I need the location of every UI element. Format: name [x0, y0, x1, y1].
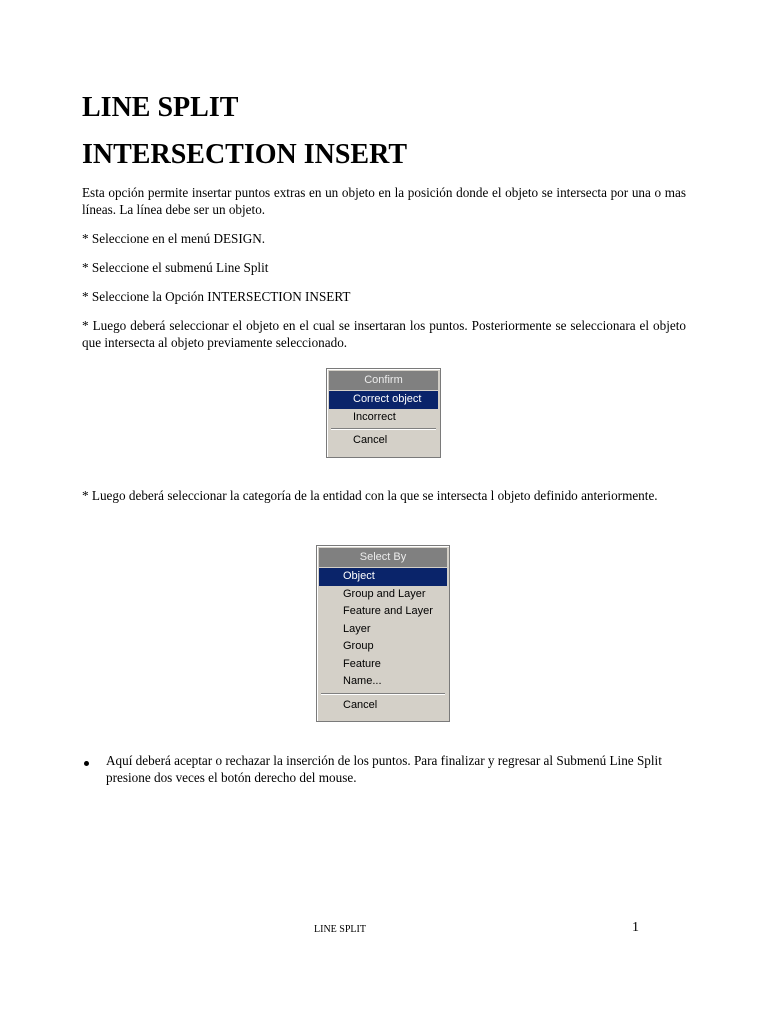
step-1: * Seleccione en el menú DESIGN. — [82, 231, 266, 246]
footer-label: LINE SPLIT — [314, 924, 366, 935]
step-4: * Luego deberá seleccionar el objeto en el cual se insertaran los puntos. Posteriormente se seleccionara el objeto que intersecta al objeto previamente seleccionado. — [82, 318, 686, 350]
heading-line-split: LINE SPLIT — [82, 92, 239, 123]
menu-item-group[interactable]: Group — [343, 640, 374, 652]
step-3: * Seleccione la Opción INTERSECTION INSERT — [82, 289, 351, 304]
menu-item-name[interactable]: Name... — [343, 675, 382, 687]
step-2: * Seleccione el submenú Line Split — [82, 260, 269, 275]
menu-item-cancel[interactable]: Cancel — [353, 434, 388, 446]
step-5: * Luego deberá seleccionar la categoría de la entidad con la que se intersecta l objeto definido anteriormente. — [82, 488, 658, 503]
intro-paragraph: Esta opción permite insertar puntos extras en un objeto en la posición donde el objeto se intersecta por una o mas líneas. La línea debe ser un objeto. — [82, 185, 686, 217]
select-by-menu — [316, 545, 450, 722]
menu-item-group-and-layer[interactable]: Group and Layer — [343, 587, 426, 600]
confirm-menu-title: Confirm — [329, 371, 438, 390]
menu-item-incorrect[interactable]: Incorrect — [353, 410, 396, 423]
menu-separator — [321, 693, 445, 695]
bullet-icon — [84, 761, 89, 766]
menu-item-feature[interactable]: Feature — [343, 657, 381, 670]
menu-item-layer[interactable]: Layer — [343, 622, 371, 635]
menu-item-feature-and-layer[interactable]: Feature and Layer — [343, 605, 433, 617]
page-number: 1 — [632, 920, 639, 935]
menu-item-correct-object[interactable]: Correct object — [329, 391, 438, 409]
menu-item-object[interactable]: Object — [319, 568, 447, 586]
select-by-menu-title: Select By — [319, 548, 447, 567]
bullet-paragraph: Aquí deberá aceptar o rechazar la inserción de los puntos. Para finalizar y regresar al Submenú Line Split presione dos veces el botón derecho del mouse. — [106, 753, 662, 785]
heading-intersection-insert: INTERSECTION INSERT — [82, 139, 408, 170]
menu-separator — [331, 428, 436, 430]
menu-item-cancel[interactable]: Cancel — [343, 698, 378, 711]
confirm-menu — [326, 368, 441, 458]
